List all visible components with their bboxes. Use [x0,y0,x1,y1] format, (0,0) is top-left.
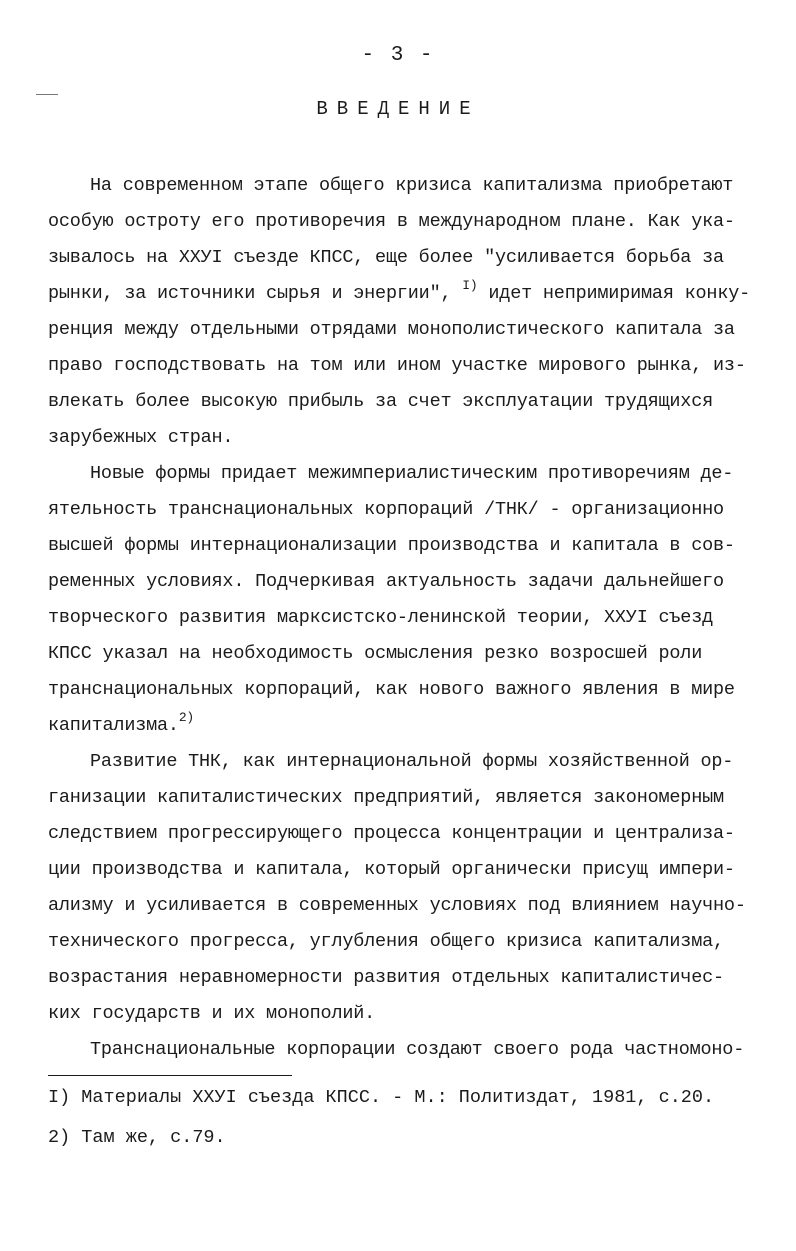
text-line: ализму и усиливается в современных условиях под влиянием научно- [48,895,746,916]
text-line: На современном этапе общего кризиса капитализма приобретают [90,175,734,196]
text-line: следствием прогрессирующего процесса концентрации и централиза- [48,823,735,844]
footnote-ref-2: 2) [178,710,195,725]
paragraph-1 [48,168,768,456]
paragraph-3 [48,744,768,1032]
footnote-1: I) Материалы XXУI съезда КПСС. - М.: Политиздат, 1981, с.20. [48,1087,715,1108]
document-body [48,168,768,1068]
text-line: Новые формы придает межимпериалистическим противоречиям де- [90,463,734,484]
text-line: право господствовать на том или ином участке мирового рынка, из- [48,355,746,376]
text-line: возрастания неравномерности развития отдельных капиталистичес- [48,967,724,988]
text-line-with-footnote-ref [48,708,768,744]
text-line: ренция между отдельными отрядами монополистического капитала за [48,319,735,340]
footnote-separator [48,1075,292,1076]
footnotes [48,1078,768,1158]
paragraph-4 [48,1032,768,1068]
text-segment: рынки, за источники сырья и энергии", [48,283,452,304]
margin-mark [36,94,58,95]
page-number: - 3 - [361,44,435,67]
text-line: ятельность транснациональных корпораций /ТНК/ - организационно [48,499,724,520]
text-line: творческого развития марксистско-ленинской теории, XXУI съезд [48,607,714,628]
text-line: ции производства и капитала, который органически присущ импери- [48,859,735,880]
text-segment: идет непримиримая конку- [477,283,751,304]
text-line: зарубежных стран. [48,427,234,448]
text-line: зывалось на XXУI съезде КПСС, еще более "усиливается борьба за [48,247,724,268]
text-line: ременных условиях. Подчеркивая актуальность задачи дальнейшего [48,571,724,592]
footnote-ref-1: I) [462,278,478,293]
text-line: Развитие ТНК, как интернациональной формы хозяйственной ор- [90,751,734,772]
text-line: ких государств и их монополий. [48,1003,376,1024]
footnote-2: 2) Там же, с.79. [48,1127,226,1148]
text-segment: капитализма. [48,715,179,736]
paragraph-2 [48,456,768,744]
text-line: технического прогресса, углубления общего кризиса капитализма, [48,931,724,952]
text-line: высшей формы интернационализации производства и капитала в сов- [48,535,735,556]
text-line: ганизации капиталистических предприятий, является закономерным [48,787,724,808]
text-line: транснациональных корпораций, как нового важного явления в мире [48,679,735,700]
section-heading: ВВЕДЕНИЕ [316,98,480,120]
text-line: Транснациональные корпорации создают своего рода частномоно- [90,1039,745,1060]
text-line-with-footnote-ref [48,276,768,312]
text-line: влекать более высокую прибыль за счет эксплуатации трудящихся [48,391,714,412]
text-line: особую остроту его противоречия в международном плане. Как ука- [48,211,735,232]
text-line: КПСС указал на необходимость осмысления резко возросшей роли [48,643,703,664]
